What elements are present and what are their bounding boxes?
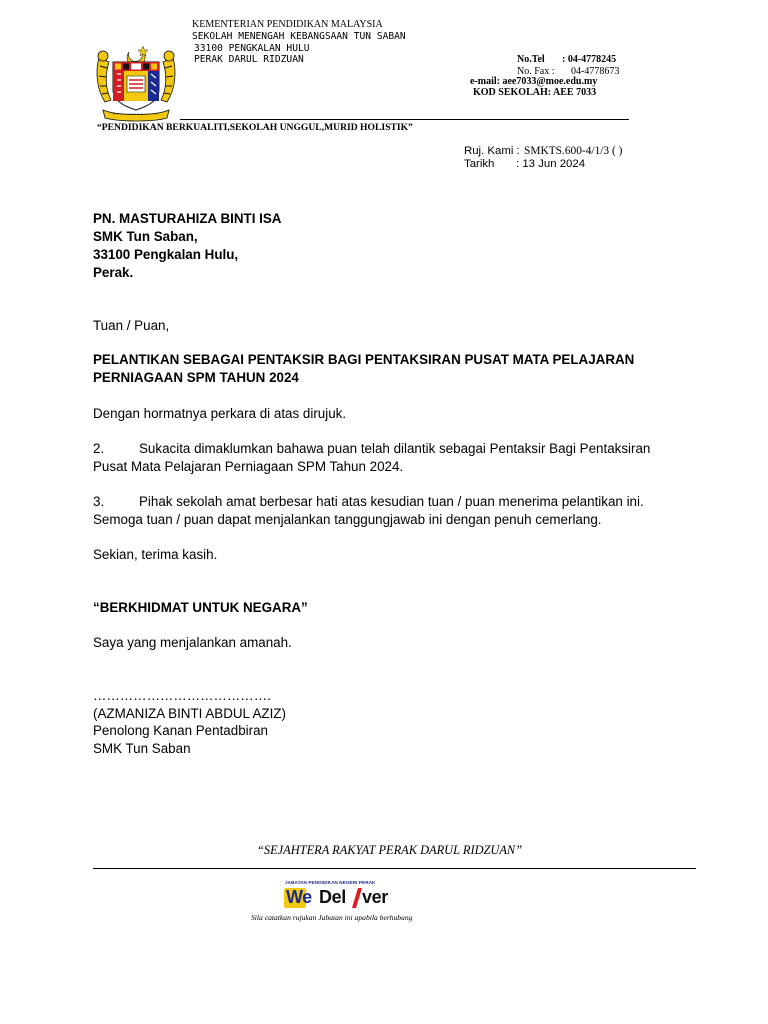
school-name: SEKOLAH MENENGAH KEBANGSAAN TUN SABAN xyxy=(192,31,406,42)
tel-label: No.Tel xyxy=(517,54,545,65)
fax-label: No. Fax : xyxy=(517,66,555,77)
email-address: e-mail: aee7033@moe.edu.my xyxy=(470,76,598,87)
logo-we-text: We xyxy=(286,887,312,907)
ministry-name: KEMENTERIAN PENDIDIKAN MALAYSIA xyxy=(192,19,383,30)
opening-sentence: Dengan hormatnya perkara di atas dirujuk. xyxy=(93,406,347,421)
logo-deliver-text: Del xyxy=(319,887,346,907)
trust-statement: Saya yang menjalankan amanah. xyxy=(93,635,292,650)
recipient-line2: 33100 Pengkalan Hulu, xyxy=(93,247,239,262)
paragraph-2-line1 xyxy=(93,440,650,458)
coat-of-arms-icon xyxy=(93,44,179,122)
signatory-name: (AZMANIZA BINTI ABDUL AZIZ) xyxy=(93,706,286,721)
salutation: Tuan / Puan, xyxy=(93,318,170,333)
footer-divider xyxy=(93,868,696,869)
paragraph-2-number: 2. xyxy=(93,441,105,456)
recipient-name: PN. MASTURAHIZA BINTI ISA xyxy=(93,211,282,226)
tel-value: : 04-4778245 xyxy=(562,54,617,65)
signatory-position: Penolong Kanan Pentadbiran xyxy=(93,723,268,738)
subject-line2: PERNIAGAAN SPM TAHUN 2024 xyxy=(93,370,299,385)
logo-slash-icon xyxy=(352,888,362,908)
closing-remark: Sekian, terima kasih. xyxy=(93,547,218,562)
fax-value: 04-4778673 xyxy=(571,66,620,77)
signature-line: …………………………………. xyxy=(93,688,271,703)
recipient-line3: Perak. xyxy=(93,265,134,280)
service-slogan: “BERKHIDMAT UNTUK NEGARA” xyxy=(93,600,308,615)
paragraph-2-line2: Pusat Mata Pelajaran Perniagaan SPM Tahun 2024. xyxy=(93,459,404,474)
paragraph-3-line2: Semoga tuan / puan dapat menjalankan tanggungjawab ini dengan penuh cemerlang. xyxy=(93,512,602,527)
we-deliver-logo xyxy=(284,880,398,910)
reference-value: SMKTS.600-4/1/3 ( ) xyxy=(524,145,623,157)
date-label: Tarikh xyxy=(464,158,495,170)
recipient-line1: SMK Tun Saban, xyxy=(93,229,198,244)
reference-label: Ruj. Kami : xyxy=(464,145,520,157)
subject-line1: PELANTIKAN SEBAGAI PENTAKSIR BAGI PENTAKSIRAN PUSAT MATA PELAJARAN xyxy=(93,352,635,367)
school-address-line2: PERAK DARUL RIDZUAN xyxy=(194,54,304,65)
school-code: KOD SEKOLAH: AEE 7033 xyxy=(473,87,597,98)
header-divider xyxy=(180,119,629,120)
reference-note: Sila catatkan rujukan Jabatan ini apabila berhubung xyxy=(251,913,413,922)
logo-department-text: JABATAN PENDIDIKAN NEGERI PERAK xyxy=(285,880,376,885)
school-address-line1: 33100 PENGKALAN HULU xyxy=(194,43,310,54)
state-motto: “SEJAHTERA RAKYAT PERAK DARUL RIDZUAN” xyxy=(257,843,523,857)
paragraph-2-text: Sukacita dimaklumkan bahawa puan telah dilantik sebagai Pentaksir Bagi Pentaksiran xyxy=(139,441,651,456)
school-motto: “PENDIDIKAN BERKUALITI,SEKOLAH UNGGUL,MURID HOLISTIK” xyxy=(97,122,413,133)
signatory-school: SMK Tun Saban xyxy=(93,741,191,756)
paragraph-3-number: 3. xyxy=(93,494,105,509)
paragraph-3-text: Pihak sekolah amat berbesar hati atas kesudian tuan / puan menerima pelantikan ini. xyxy=(139,494,644,509)
date-value: : 13 Jun 2024 xyxy=(516,158,586,170)
logo-ver-text: ver xyxy=(362,887,388,907)
paragraph-3-line1 xyxy=(93,493,644,511)
